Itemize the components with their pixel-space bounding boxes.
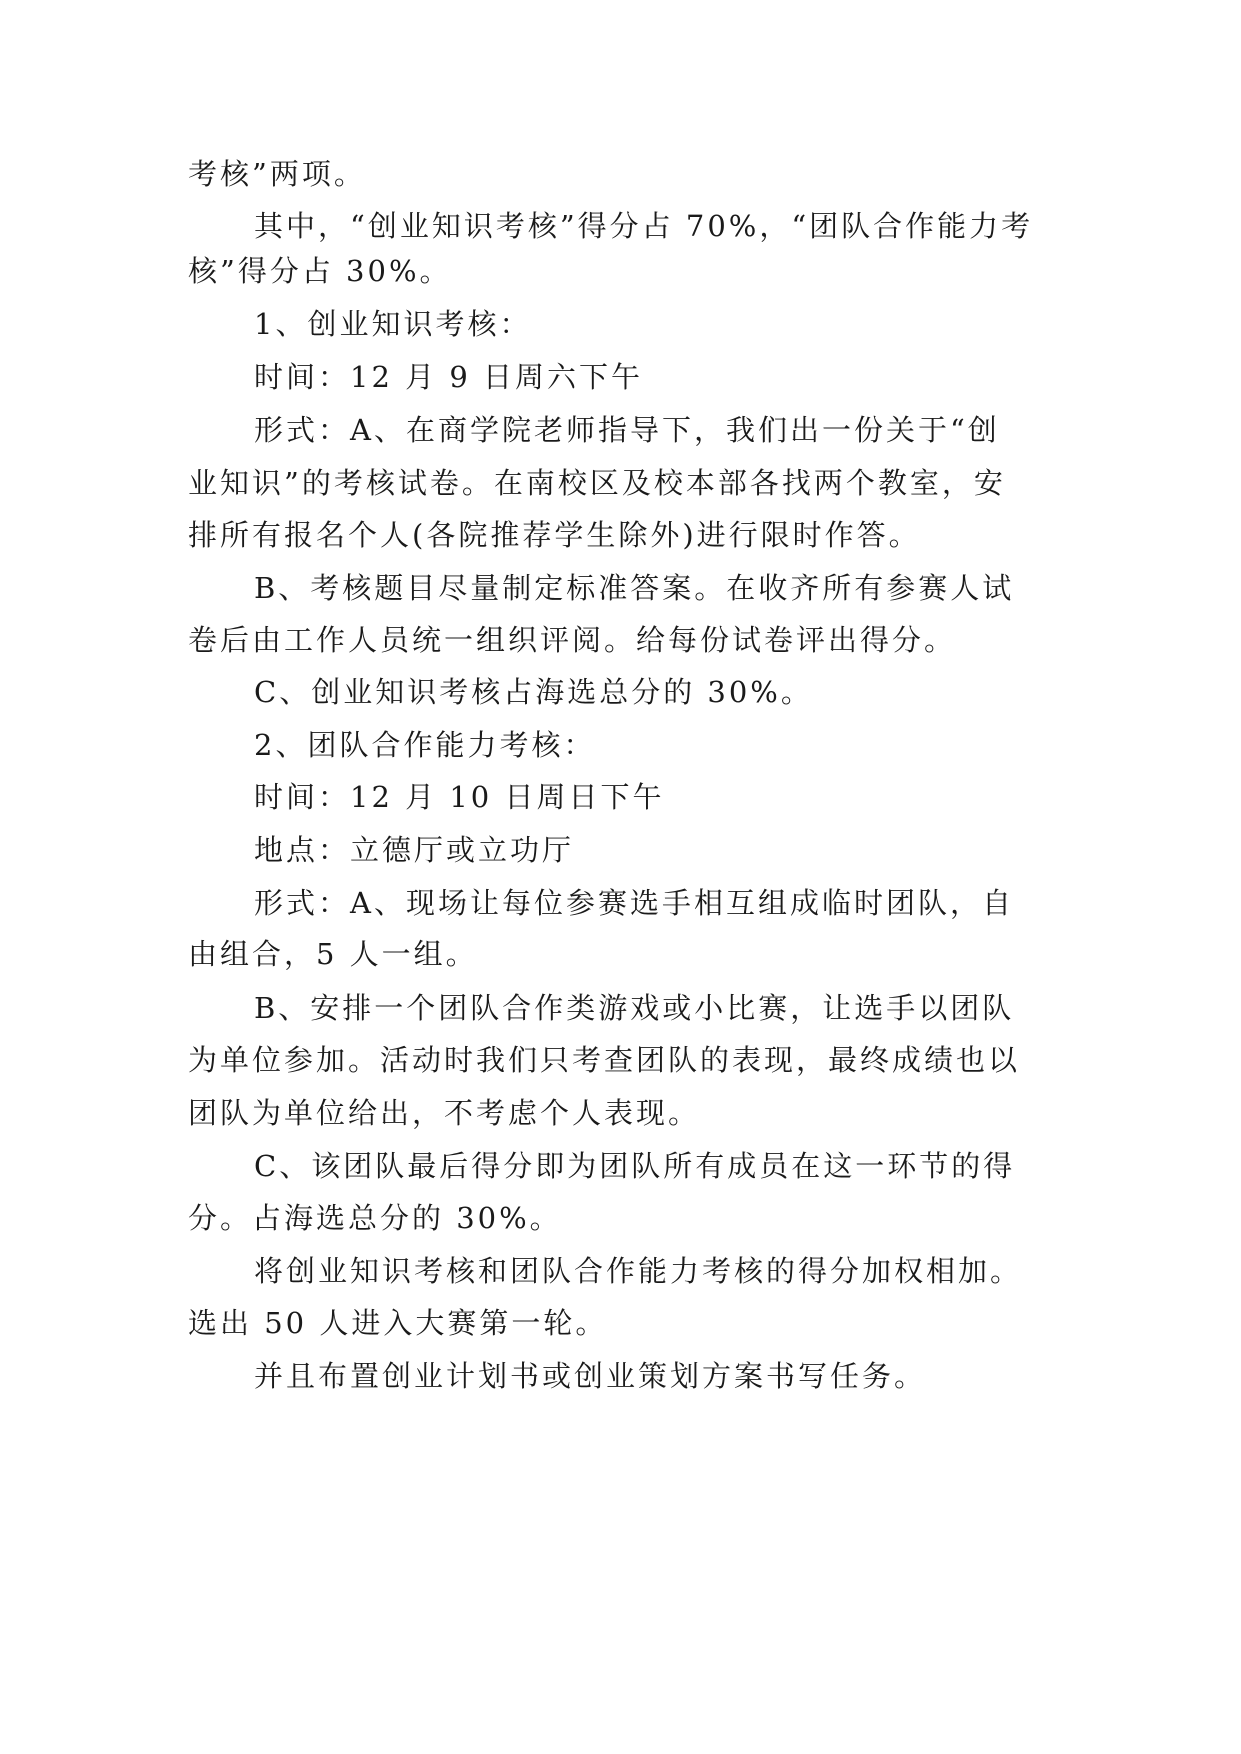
text-line: 将创业知识考核和团队合作能力考核的得分加权相加。 <box>254 1254 1023 1288</box>
text-line: 选出 50 人进入大赛第一轮。 <box>188 1306 608 1340</box>
text-line: C、该团队最后得分即为团队所有成员在这一环节的得 <box>254 1149 1016 1183</box>
text-line: 由组合，5 人一组。 <box>188 937 478 971</box>
text-line: 业知识”的考核试卷。在南校区及校本部各找两个教室，安 <box>188 466 1006 500</box>
text-line: 1、创业知识考核： <box>254 307 532 341</box>
text-line: 考核”两项。 <box>188 157 366 191</box>
text-line: 地点：立德厅或立功厅 <box>254 833 575 867</box>
text-line: 排所有报名个人(各院推荐学生除外)进行限时作答。 <box>188 518 921 552</box>
text-line: 形式：A、在商学院老师指导下，我们出一份关于“创 <box>254 413 1000 447</box>
text-line: 形式：A、现场让每位参赛选手相互组成临时团队，自 <box>254 886 1014 920</box>
text-line: 分。占海选总分的 30%。 <box>188 1201 562 1235</box>
text-line: 其中，“创业知识考核”得分占 70%，“团队合作能力考 <box>254 209 1034 243</box>
text-line: 2、团队合作能力考核： <box>254 728 596 762</box>
text-line: B、考核题目尽量制定标准答案。在收齐所有参赛人试 <box>254 571 1015 605</box>
text-line: 并且布置创业计划书或创业策划方案书写任务。 <box>254 1359 927 1393</box>
text-line: B、安排一个团队合作类游戏或小比赛，让选手以团队 <box>254 991 1015 1025</box>
text-line: 团队为单位给出，不考虑个人表现。 <box>188 1096 701 1130</box>
text-line: 为单位参加。活动时我们只考查团队的表现，最终成绩也以 <box>188 1043 1021 1077</box>
text-line: 时间：12 月 9 日周六下午 <box>254 360 644 394</box>
text-line: C、创业知识考核占海选总分的 30%。 <box>254 675 813 709</box>
text-line: 时间：12 月 10 日周日下午 <box>254 780 665 814</box>
text-line: 核”得分占 30%。 <box>188 254 452 288</box>
text-line: 卷后由工作人员统一组织评阅。给每份试卷评出得分。 <box>188 623 957 657</box>
